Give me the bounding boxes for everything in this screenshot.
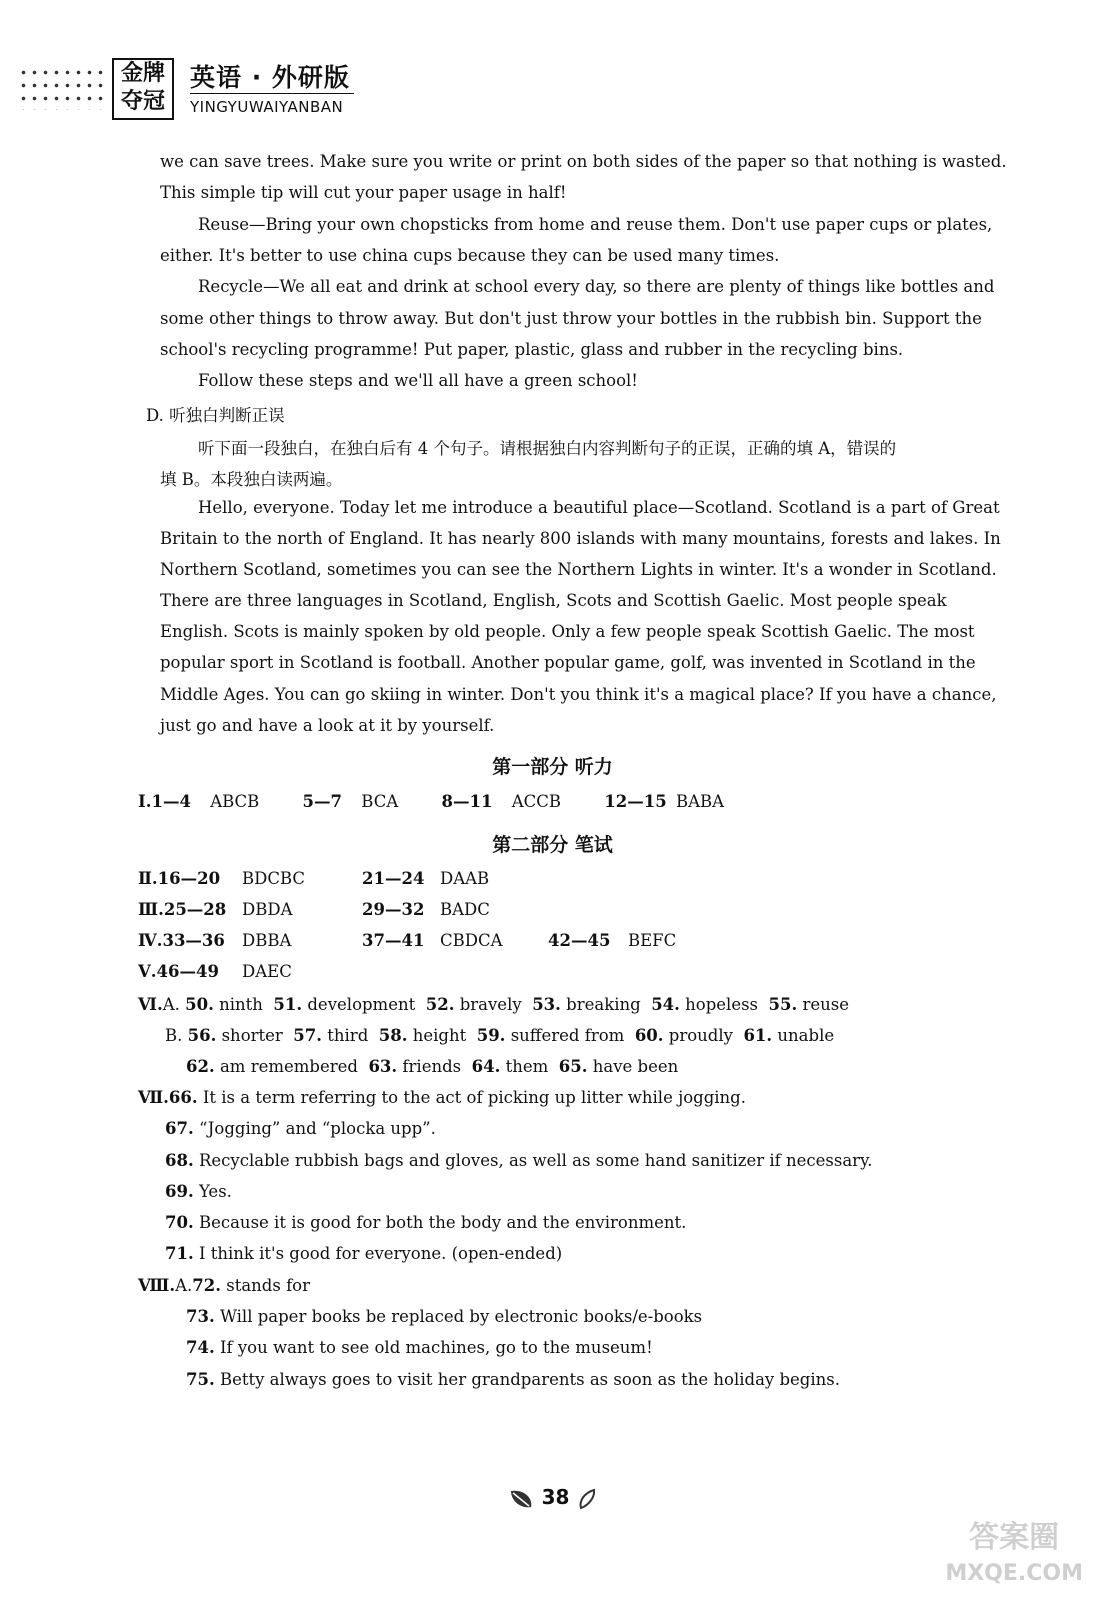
roman-numeral: Ⅳ. [138, 931, 163, 950]
answer-text: suffered from [510, 1026, 625, 1045]
monologue-line: just go and have a look at it by yourself. [160, 716, 495, 735]
vi-row-a [138, 995, 849, 1014]
answer-text: development [307, 995, 416, 1014]
item-number: 59. [476, 1026, 506, 1045]
page-header [0, 0, 1105, 130]
answer-text: Recyclable rubbish bags and gloves, as well as some hand sanitizer if necessary. [198, 1151, 873, 1170]
part2-title: 第二部分 笔试 [492, 834, 613, 856]
logo-top-text: 金牌 [120, 61, 165, 86]
answer-text: I think it's good for everyone. (open-ended) [198, 1244, 563, 1263]
brand-logo [112, 58, 174, 120]
answer-range: 46—49 [156, 962, 219, 981]
answer-key: BDCBC [242, 869, 306, 888]
answer-key: DBBA [242, 931, 292, 950]
vii-item [165, 1182, 232, 1201]
item-number: 67. [165, 1119, 194, 1138]
answer-row [138, 869, 220, 888]
page-number: 38 [541, 1485, 570, 1509]
answer-row [138, 900, 226, 919]
answer-text: them [505, 1057, 549, 1076]
answer-text: friends [402, 1057, 462, 1076]
book-subtitle: YINGYUWAIYANBAN [190, 98, 344, 116]
vi-row-b2 [186, 1057, 678, 1076]
roman-numeral: Ⅰ. [138, 792, 152, 811]
passage-line: school's recycling programme! Put paper, plastic, glass and rubber in the recycling bins. [160, 340, 904, 359]
vii-item [165, 1244, 562, 1263]
answer-range: 8—11 [441, 792, 493, 811]
monologue-line: Hello, everyone. Today let me introduce a beautiful place—Scotland. Scotland is a part of Great [198, 498, 1000, 517]
roman-numeral: Ⅱ. [138, 869, 158, 888]
item-number: 64. [471, 1057, 501, 1076]
item-number: 50. [185, 995, 214, 1014]
item-number: 61. [743, 1026, 773, 1045]
watermark-text: 答案圈 [969, 1520, 1060, 1555]
header-divider [190, 93, 354, 94]
answer-range: 12—15 [604, 792, 667, 811]
item-number: 60. [634, 1026, 664, 1045]
answer-key: BEFC [628, 931, 677, 950]
item-number: 62. [186, 1057, 215, 1076]
passage-line: some other things to throw away. But don't just throw your bottles in the rubbish bin. Support the [160, 309, 982, 328]
sub-label: A. [175, 1276, 193, 1295]
monologue-line: Middle Ages. You can go skiing in winter. Don't you think it's a magical place? If you have a chance, [160, 685, 997, 704]
item-number: 56. [187, 1026, 217, 1045]
answer-row-listening [138, 792, 724, 811]
answer-text: Will paper books be replaced by electronic books/e-books [219, 1307, 703, 1326]
roman-numeral: Ⅷ. [138, 1276, 176, 1295]
viii-item [186, 1370, 840, 1389]
item-number: 75. [186, 1370, 215, 1389]
answer-text: have been [592, 1057, 679, 1076]
watermark-url: MXQE.COM [945, 1561, 1083, 1586]
monologue-line: Britain to the north of England. It has nearly 800 islands with many mountains, forests and lakes. In [160, 529, 1001, 548]
answer-row [138, 931, 225, 950]
item-number: 52. [425, 995, 455, 1014]
answer-range: 29—32 [362, 900, 425, 919]
page-footer [0, 1485, 1105, 1511]
answer-key: DBDA [242, 900, 293, 919]
leaf-icon [507, 1487, 535, 1511]
answer-key: BCA [361, 792, 399, 811]
item-number: 72. [192, 1276, 221, 1295]
passage-line: Reuse—Bring your own chopsticks from home and reuse them. Don't use paper cups or plates, [198, 215, 993, 234]
sub-label: B. [165, 1026, 183, 1045]
leaf-icon [576, 1487, 598, 1511]
answer-text: It is a term referring to the act of picking up litter while jogging. [202, 1088, 746, 1107]
item-number: 65. [558, 1057, 588, 1076]
book-title: 英语 · 外研版 [190, 63, 350, 92]
roman-numeral: Ⅶ. [138, 1088, 169, 1107]
vii-item [138, 1088, 746, 1107]
answer-text: reuse [802, 995, 850, 1014]
answer-text: stands for [226, 1276, 310, 1295]
answer-range: 1—4 [151, 792, 191, 811]
answer-key: BABA [675, 792, 725, 811]
section-d-instruction: 听下面一段独白，在独白后有 4 个句子。请根据独白内容判断句子的正误，正确的填 A，错误的 [198, 439, 897, 458]
monologue-line: English. Scots is mainly spoken by old people. Only a few people speak Scottish Gaelic. The most [160, 622, 975, 641]
answer-text: bravely [459, 995, 522, 1014]
item-number: 53. [532, 995, 561, 1014]
item-number: 69. [165, 1182, 194, 1201]
passage-line: Follow these steps and we'll all have a green school! [198, 371, 638, 390]
answer-range: 42—45 [548, 931, 611, 950]
item-number: 55. [768, 995, 798, 1014]
vii-item [165, 1151, 872, 1170]
answer-key: CBDCA [440, 931, 503, 950]
item-number: 68. [165, 1151, 194, 1170]
answer-text: hopeless [685, 995, 759, 1014]
answer-range: 16—20 [157, 869, 221, 888]
answer-text: unable [777, 1026, 835, 1045]
answer-key: DAAB [440, 869, 490, 888]
viii-item [186, 1338, 653, 1357]
answer-text: If you want to see old machines, go to the museum! [219, 1338, 653, 1357]
vii-item [165, 1119, 436, 1138]
viii-item [186, 1307, 702, 1326]
answer-range: 25—28 [163, 900, 227, 919]
answer-text: “Jogging” and “plocka upp”. [198, 1119, 436, 1138]
answer-row [138, 962, 219, 981]
answer-text: height [412, 1026, 467, 1045]
answer-text: Betty always goes to visit her grandparents as soon as the holiday begins. [219, 1370, 840, 1389]
item-number: 54. [651, 995, 680, 1014]
passage-line: either. It's better to use china cups because they can be used many times. [160, 246, 780, 265]
watermark [945, 1520, 1083, 1592]
answer-text: proudly [668, 1026, 733, 1045]
answer-range: 21—24 [362, 869, 425, 888]
answer-key: ABCB [210, 792, 260, 811]
section-d-instruction: 填 B。本段独白读两遍。 [160, 470, 343, 489]
item-number: 58. [378, 1026, 408, 1045]
passage-line: This simple tip will cut your paper usage in half! [160, 183, 567, 202]
roman-numeral: Ⅴ. [138, 962, 157, 981]
item-number: 74. [186, 1338, 215, 1357]
item-number: 51. [273, 995, 303, 1014]
item-number: 63. [368, 1057, 398, 1076]
answer-text: Because it is good for both the body and the environment. [198, 1213, 687, 1232]
vii-item [165, 1213, 686, 1232]
roman-numeral: Ⅲ. [138, 900, 164, 919]
passage-line: Recycle—We all eat and drink at school every day, so there are plenty of things like bottles and [198, 277, 995, 296]
section-d-heading: D. 听独白判断正误 [146, 406, 285, 425]
logo-bottom-text: 夺冠 [120, 89, 165, 114]
answer-key: BADC [440, 900, 490, 919]
passage-line: we can save trees. Make sure you write or print on both sides of the paper so that nothing is wasted. [160, 152, 1007, 171]
answer-text: shorter [221, 1026, 283, 1045]
item-number: 70. [165, 1213, 194, 1232]
decorative-dots [18, 66, 108, 110]
vi-row-b [165, 1026, 834, 1045]
roman-numeral: Ⅵ. [138, 995, 163, 1014]
part1-title: 第一部分 听力 [492, 756, 613, 778]
viii-item [138, 1276, 310, 1295]
answer-key: ACCB [511, 792, 561, 811]
answer-text: ninth [219, 995, 263, 1014]
monologue-line: Northern Scotland, sometimes you can see the Northern Lights in winter. It's a wonder in Scotland. [160, 560, 997, 579]
answer-text: Yes. [198, 1182, 232, 1201]
answer-key: DAEC [242, 962, 292, 981]
answer-text: third [327, 1026, 369, 1045]
item-number: 73. [186, 1307, 215, 1326]
answer-range: 5—7 [302, 792, 343, 811]
answer-range: 33—36 [162, 931, 225, 950]
answer-range: 37—41 [362, 931, 425, 950]
item-number: 66. [168, 1088, 198, 1107]
monologue-line: popular sport in Scotland is football. Another popular game, golf, was invented in Scotland in the [160, 653, 976, 672]
monologue-line: There are three languages in Scotland, English, Scots and Scottish Gaelic. Most people speak [160, 591, 947, 610]
item-number: 57. [293, 1026, 323, 1045]
sub-label: A. [162, 995, 180, 1014]
answer-text: breaking [566, 995, 641, 1014]
answer-text: am remembered [219, 1057, 358, 1076]
item-number: 71. [165, 1244, 194, 1263]
